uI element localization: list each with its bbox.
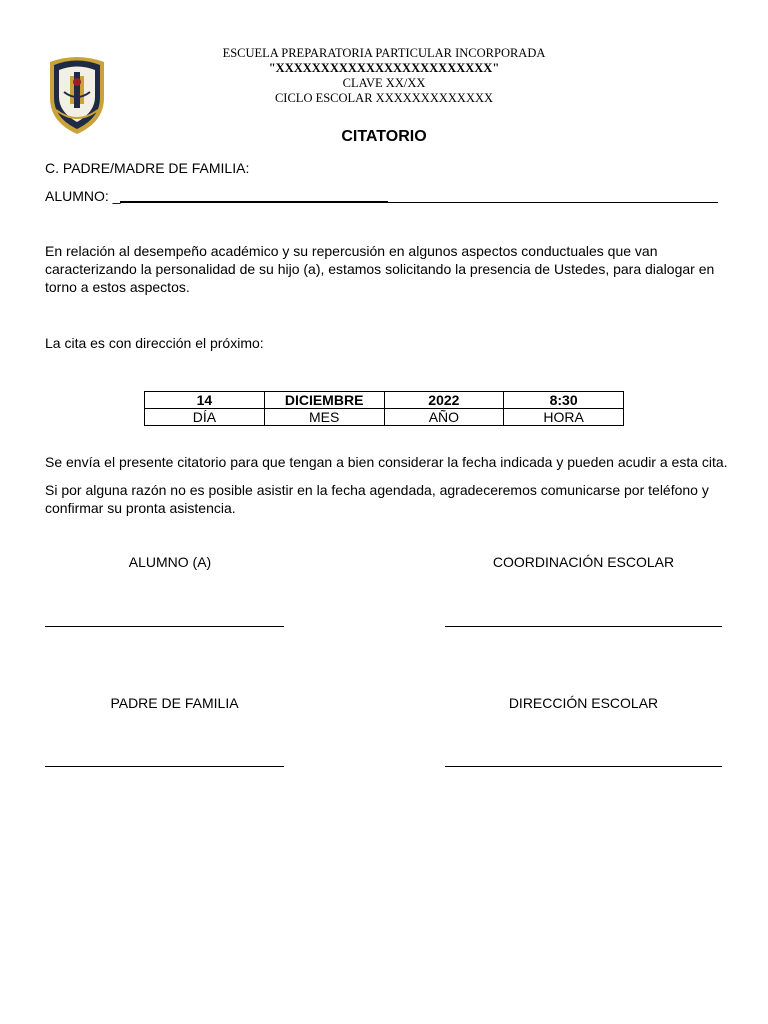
- signature-line-parent[interactable]: [45, 766, 284, 767]
- body-paragraph-4: Si por alguna razón no es posible asistir en la fecha agendada, agradeceremos comunicarse por teléfono y confirmar su pronta asistencia.: [45, 482, 709, 516]
- school-cycle: CICLO ESCOLAR XXXXXXXXXXXXX: [274, 91, 494, 105]
- label-month: MES: [264, 409, 384, 426]
- signature-label-direction: DIRECCIÓN ESCOLAR: [508, 695, 659, 711]
- body-paragraph-2: La cita es con dirección el próximo:: [45, 335, 264, 351]
- school-shield-logo: [46, 52, 108, 136]
- school-clave: CLAVE XX/XX: [342, 76, 426, 90]
- signature-line-direction[interactable]: [445, 766, 722, 767]
- label-time: HORA: [504, 409, 624, 426]
- school-name: ESCUELA PREPARATORIA PARTICULAR INCORPORADA: [222, 46, 546, 60]
- appointment-labels-row: [145, 409, 624, 426]
- school-code-name: "XXXXXXXXXXXXXXXXXXXXXXXX": [268, 61, 500, 75]
- student-name-field-bold: [120, 201, 388, 202]
- signature-label-parent: PADRE DE FAMILIA: [110, 695, 239, 711]
- appointment-table: [144, 391, 624, 426]
- signature-line-coordination[interactable]: [445, 626, 722, 627]
- appointment-day: 14: [145, 392, 265, 409]
- recipient-label: C. PADRE/MADRE DE FAMILIA:: [45, 160, 250, 176]
- appointment-values-row: [145, 392, 624, 409]
- signature-line-student[interactable]: [45, 626, 284, 627]
- school-header: [150, 46, 618, 106]
- body-paragraph-1: En relación al desempeño académico y su repercusión en algunos aspectos conductuales que van caracterizando la personalidad de su hijo (a), estamos solicitando la presencia de Ustedes, para dialogar en torno a estos aspectos.: [45, 243, 715, 295]
- appointment-month: DICIEMBRE: [264, 392, 384, 409]
- document-title: CITATORIO: [341, 128, 427, 145]
- signature-label-student: ALUMNO (A): [128, 554, 212, 570]
- appointment-year: 2022: [384, 392, 504, 409]
- label-year: AÑO: [384, 409, 504, 426]
- student-name-field[interactable]: [120, 202, 718, 203]
- student-label: ALUMNO: _: [45, 188, 121, 204]
- appointment-time: 8:30: [504, 392, 624, 409]
- label-day: DÍA: [145, 409, 265, 426]
- body-paragraph-3: Se envía el presente citatorio para que tengan a bien considerar la fecha indicada y pueden acudir a esta cita.: [45, 454, 728, 470]
- signature-label-coordination: COORDINACIÓN ESCOLAR: [492, 554, 675, 570]
